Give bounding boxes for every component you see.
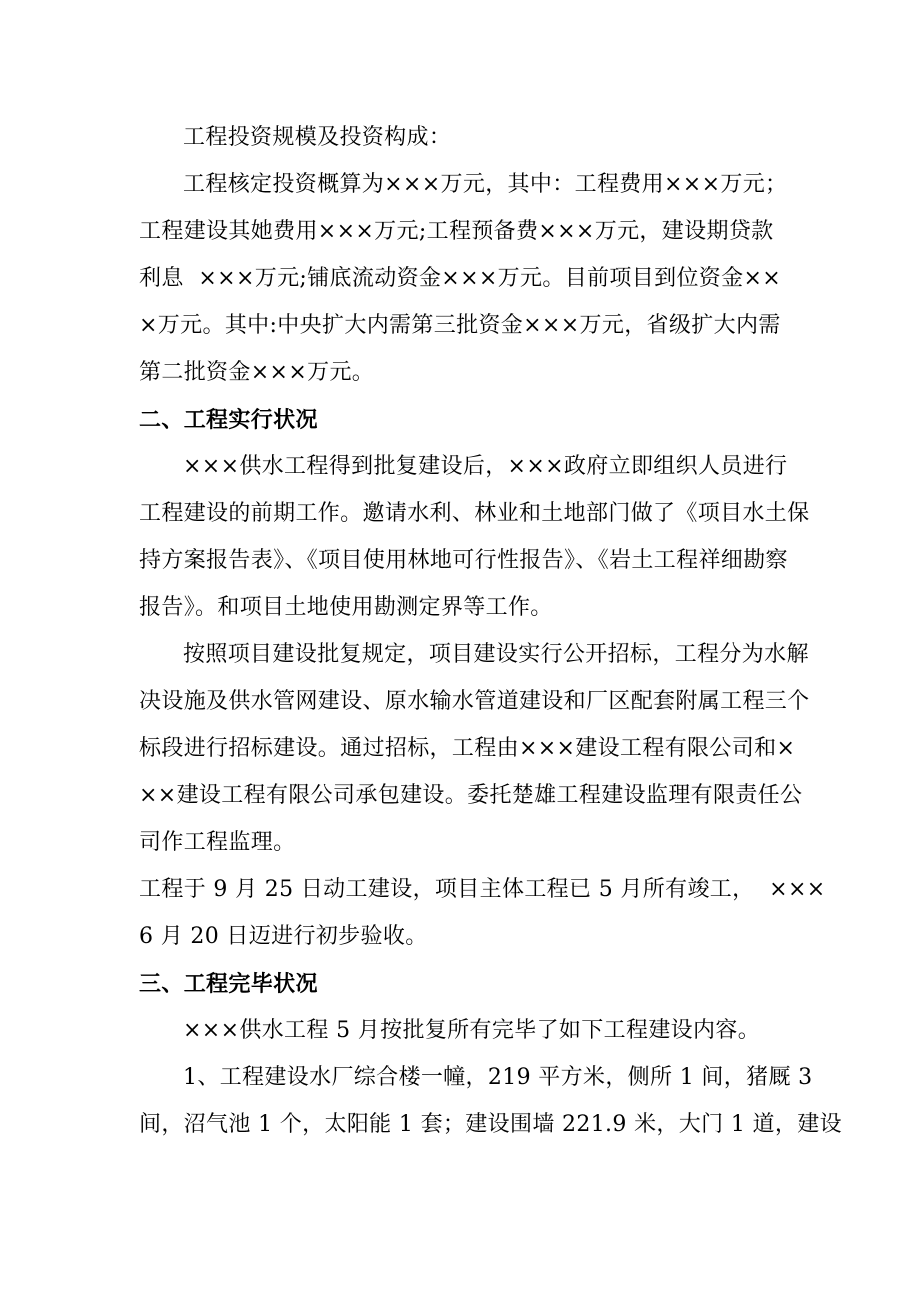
section-heading: 三、工程完毕状况 <box>139 971 318 997</box>
paragraph-line: 按照项目建设批复规定，项目建设实行公开招标，工程分为水解 <box>183 642 809 667</box>
paragraph-line: ××建设工程有限公司承包建设。委托楚雄工程建设监理有限责任公 <box>139 783 803 808</box>
investment-heading-line: 工程投资规模及投资构成： <box>183 125 452 150</box>
paragraph-line: ×万元。其中:中央扩大内需第三批资金×××万元，省级扩大内需 <box>139 313 781 338</box>
paragraph-line: 报告》。和项目土地使用勘测定界等工作。 <box>139 595 553 620</box>
paragraph-line: 第二批资金×××万元。 <box>139 360 375 385</box>
paragraph-line: 司作工程监理。 <box>139 830 296 855</box>
paragraph-line: 工程建设其她费用×××万元;工程预备费×××万元，建设期贷款 <box>139 219 774 244</box>
paragraph-line: 利息 ×××万元;铺底流动资金×××万元。目前项目到位资金×× <box>139 266 782 291</box>
paragraph-line: 1、工程建设水厂综合楼一幢，219 平方米，侧所 1 间，猪厩 3 <box>183 1065 813 1090</box>
paragraph-line: 6 月 20 日迈进行初步验收。 <box>139 924 428 949</box>
paragraph-line: 工程核定投资概算为×××万元，其中：工程费用×××万元； <box>183 172 788 197</box>
paragraph-line: 持方案报告表》、《项目使用林地可行性报告》、《岩土工程祥细勘察 <box>139 548 788 573</box>
paragraph-line: 决设施及供水管网建设、原水输水管道建设和厂区配套附属工程三个 <box>139 689 810 714</box>
paragraph-line: 间，沼气池 1 个，太阳能 1 套；建设围墙 221.9 米，大门 1 道，建设 <box>139 1112 842 1137</box>
paragraph-line: 工程建设的前期工作。邀请水利、林业和土地部门做了《项目水土保 <box>139 501 810 526</box>
paragraph-line: 工程于 9 月 25 日动工建设，项目主体工程已 5 月所有竣工， ××× <box>139 877 826 902</box>
section-heading: 二、工程实行状况 <box>139 407 318 433</box>
paragraph-line: ×××供水工程 5 月按批复所有完毕了如下工程建设内容。 <box>183 1018 761 1043</box>
paragraph-line: ×××供水工程得到批复建设后，×××政府立即组织人员进行 <box>183 454 788 479</box>
paragraph-line: 标段进行招标建设。通过招标，工程由×××建设工程有限公司和× <box>139 736 796 761</box>
